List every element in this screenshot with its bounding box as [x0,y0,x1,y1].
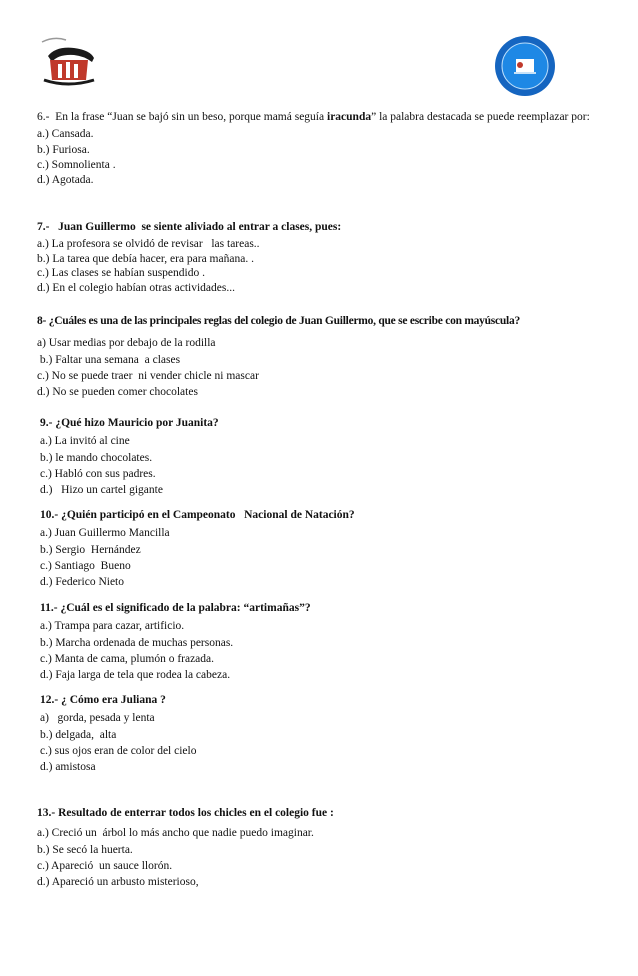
option-c: c.) Apareció un sauce llorón. [37,859,173,872]
question-stem: 12.- ¿ Cómo era Juliana ? [40,694,166,706]
option-c: c.) Las clases se habían suspendido . [37,267,205,280]
question-stem: 7.- Juan Guillermo se siente aliviado al entrar a clases, pues: [37,221,342,233]
option-c: c.) sus ojos eran de color del cielo [40,744,197,757]
option-d: d.) Agotada. [37,174,94,187]
question-10 [40,508,610,590]
question-stem: 13.- Resultado de enterrar todos los chicles en el colegio fue : [37,807,334,819]
question-8 [37,314,607,400]
option-c: c.) Habló con sus padres. [40,467,156,480]
question-stem: 11.- ¿Cuál es el significado de la palabra: “artimañas”? [40,602,311,614]
option-a: a.) La invitó al cine [40,435,130,448]
question-6 [37,110,607,188]
option-c: c.) Somnolienta . [37,158,116,171]
option-b: b.) Se secó la huerta. [37,843,133,856]
option-a: a.) La profesora se olvidó de revisar las tareas.. [37,238,260,251]
highlighted-word: iracunda [327,111,372,123]
option-a: a) gorda, pesada y lenta [40,712,155,725]
question-stem: 10.- ¿Quién participó en el Campeonato Nacional de Natación? [40,509,355,521]
option-c: c.) Santiago Bueno [40,559,131,572]
option-d: d.) No se pueden comer chocolates [37,385,198,398]
question-stem: 9.- ¿Qué hizo Mauricio por Juanita? [40,417,219,429]
option-b: b.) Faltar una semana a clases [37,353,181,366]
option-a: a.) Trampa para cazar, artificio. [40,620,185,633]
stem-text: En la frase “Juan se bajó sin un beso, porque mamá seguía [49,111,327,123]
question-stem: 8- ¿Cuáles es una de las principales reglas del colegio de Juan Guillermo, que se escribe con mayúscula? [37,315,520,327]
question-13 [37,806,607,890]
question-9 [40,416,610,498]
option-d: d.) Apareció un arbusto misterioso, [37,875,199,888]
question-stem [37,110,607,125]
option-d: d.) Faja larga de tela que rodea la cabeza. [40,668,231,681]
option-b: b.) Furiosa. [37,143,90,156]
option-d: d.) amistosa [40,760,96,773]
language-seal-logo [494,35,556,97]
option-a: a) Usar medias por debajo de la rodilla [37,337,216,350]
stem-text: ” la palabra destacada se puede reemplazar por: [371,111,590,123]
option-b: b.) La tarea que debía hacer, era para mañana. . [37,252,254,265]
option-a: a.) Creció un árbol lo más ancho que nadie puedo imaginar. [37,827,314,840]
question-number: 6.- [37,111,50,123]
option-a: a.) Cansada. [37,128,94,141]
option-b: b.) delgada, alta [40,728,117,741]
option-b: b.) Marcha ordenada de muchas personas. [40,636,234,649]
option-b: b.) le mando chocolates. [40,451,153,464]
option-d: d.) Federico Nieto [40,575,124,588]
question-7 [37,220,607,295]
option-a: a.) Juan Guillermo Mancilla [40,527,170,540]
question-12 [40,693,610,775]
question-11 [40,601,610,683]
option-c: c.) No se puede traer ni vender chicle ni mascar [37,369,259,382]
option-d: d.) Hizo un cartel gigante [40,483,163,496]
option-b: b.) Sergio Hernández [40,543,141,556]
option-d: d.) En el colegio habían otras actividades... [37,281,235,294]
school-logo [34,30,104,98]
option-c: c.) Manta de cama, plumón o frazada. [40,652,215,665]
